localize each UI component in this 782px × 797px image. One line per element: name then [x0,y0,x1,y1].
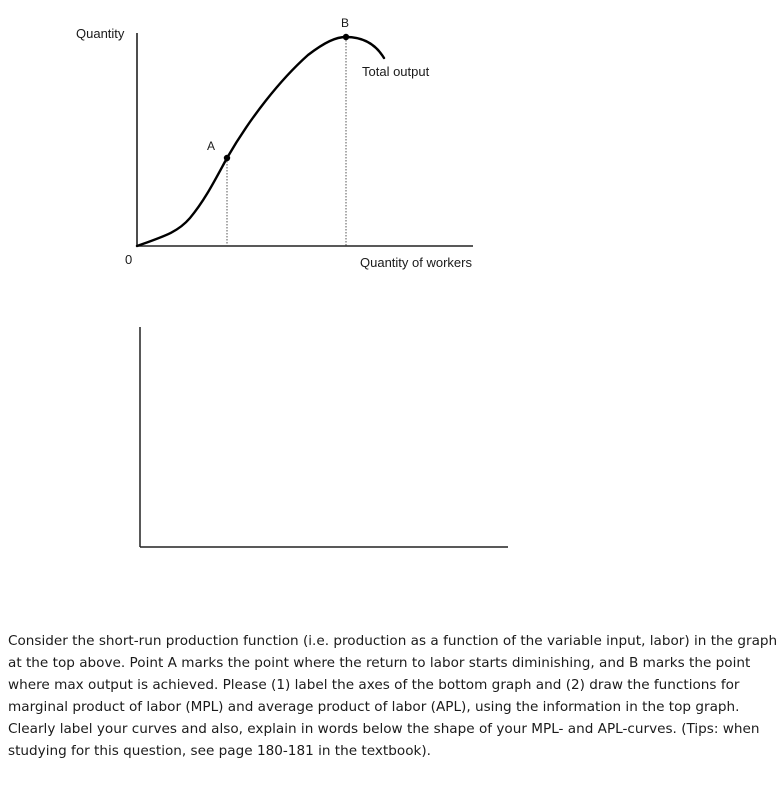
top-x-axis-label: Quantity of workers [360,255,472,270]
top-origin-label: 0 [125,252,133,267]
production-function-graph [0,0,782,320]
total-output-curve-label: Total output [362,64,430,79]
point-a-marker [224,155,230,161]
total-output-curve [137,37,384,246]
blank-answer-graph[interactable] [0,320,782,560]
point-a-label: A [207,139,216,153]
point-b-marker [343,34,349,40]
top-y-axis-label: Quantity [76,26,125,41]
question-text: Consider the short-run production function (i.e. production as a function of the variable input, labor) in the graph at the top above. Point A marks the point where the return to labor starts diminishing, and B marks the point where max output is achieved. Please (1) label the axes of the bottom graph and (2) draw the functions for marginal product of labor (MPL) and average product of labor (APL), using the information in the top graph. Clearly label your curves and also, explain in words below the shape of your MPL- and APL-curves. (Tips: when studying for this question, see page 180-181 in the textbook). [8,633,778,759]
point-b-label: B [341,16,350,30]
